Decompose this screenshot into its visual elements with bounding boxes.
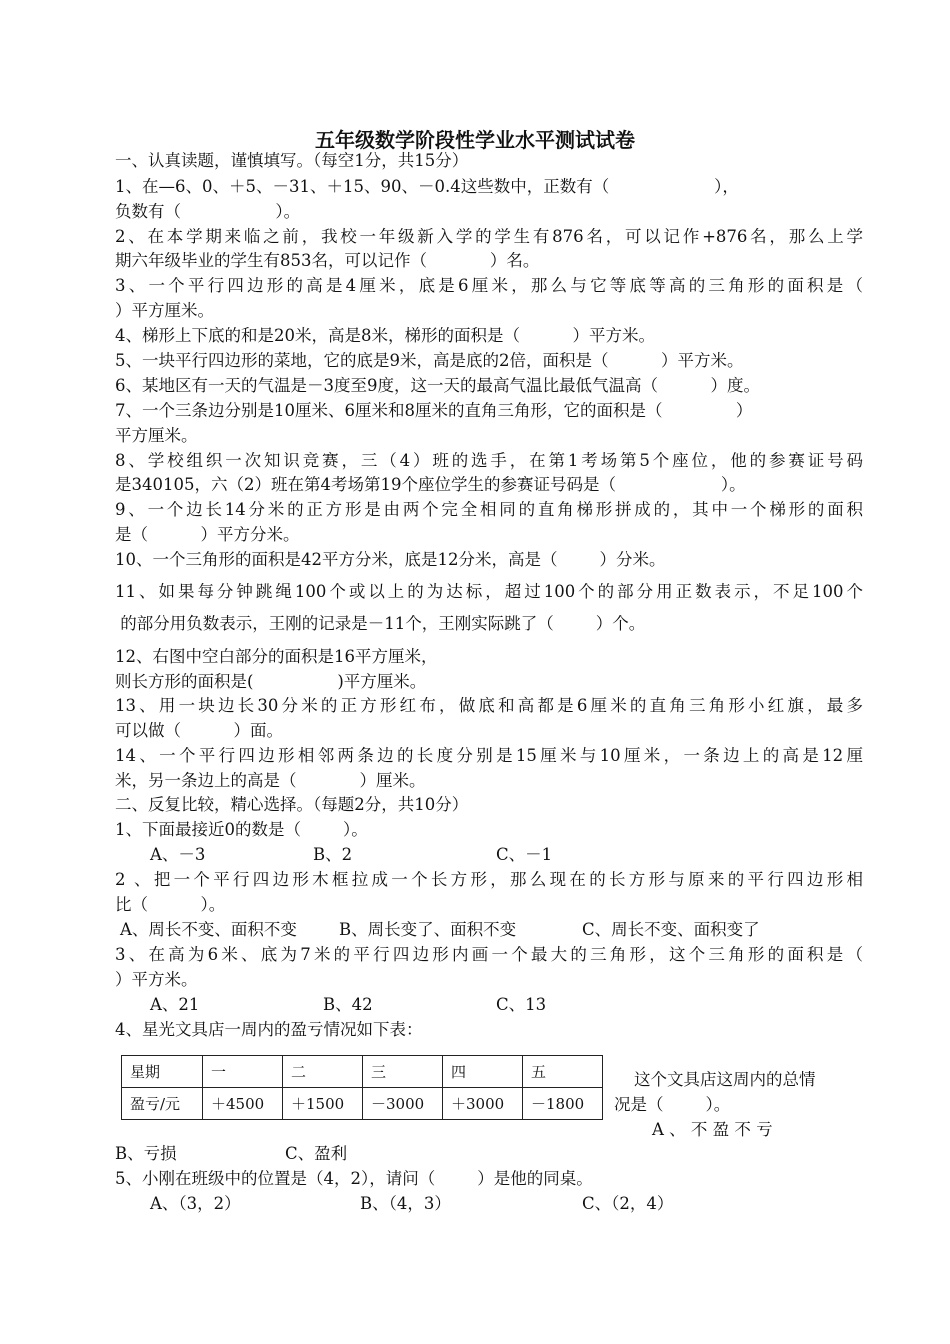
profit-loss-table	[121, 1055, 603, 1120]
question-line: 9、一个边长14分米的正方形是由两个完全相同的直角梯形拼成的，其中一个梯形的面积	[115, 500, 863, 519]
section1-heading: 一、认真读题，谨慎填写。（每空1分，共15分）	[115, 151, 469, 170]
table-cell: －3000	[363, 1088, 443, 1120]
table-header-row	[122, 1056, 603, 1088]
choice-question-4: 4、星光文具店一周内的盈亏情况如下表：	[115, 1020, 423, 1039]
choice-option: A、－3	[150, 845, 206, 864]
table-cell: 星期	[122, 1056, 203, 1088]
choice-option: A、周长不变、面积不变	[120, 920, 297, 939]
table-cell: ＋1500	[283, 1088, 363, 1120]
question-line: 期六年级毕业的学生有853名，可以记作（ ）名。	[115, 251, 540, 270]
question-line: 4、梯形上下底的和是20米，高是8米，梯形的面积是（ ）平方米。	[115, 326, 655, 345]
question-line: 13、用一块边长30分米的正方形红布，做底和高都是6厘米的直角三角形小红旗，最多	[115, 696, 863, 715]
question-line: 是（ ）平方分米。	[115, 525, 300, 544]
table-cell: －1800	[523, 1088, 603, 1120]
choice-option: C、周长不变、面积变了	[582, 920, 760, 939]
question-line: 则长方形的面积是( )平方厘米。	[115, 672, 427, 691]
table-cell: 二	[283, 1056, 363, 1088]
choice-question-2-cont: 比（ ）。	[115, 895, 226, 914]
choice-option: C、－1	[496, 845, 553, 864]
question-line: 负数有（ ）。	[115, 202, 301, 221]
question-line: 是340105，六（2）班在第4考场第19个座位学生的参赛证号码是（ ）。	[115, 475, 746, 494]
table-cell: ＋3000	[443, 1088, 523, 1120]
choice-question-1: 1、下面最接近0的数是（ ）。	[115, 820, 368, 839]
question-line: 7、一个三条边分别是10厘米、6厘米和8厘米的直角三角形，它的面积是（ ）	[115, 401, 753, 420]
question-4-side-text: 这个文具店这周内的总情	[634, 1070, 816, 1089]
choice-option: B、42	[323, 995, 373, 1014]
question-line: 可以做（ ）面。	[115, 721, 283, 740]
question-line: 10、一个三角形的面积是42平方分米，底是12分米，高是（ ）分米。	[115, 550, 666, 569]
choice-question-3: 3、在高为6米、底为7米的平行四边形内画一个最大的三角形，这个三角形的面积是（	[115, 945, 863, 964]
choice-option: A 、 不 盈 不 亏	[652, 1120, 773, 1139]
table-cell: 三	[363, 1056, 443, 1088]
question-line: 3、一个平行四边形的高是4厘米，底是6厘米，那么与它等底等高的三角形的面积是（	[115, 276, 863, 295]
question-line: 8、学校组织一次知识竞赛，三（4）班的选手，在第1考场第5个座位，他的参赛证号码	[115, 451, 863, 470]
table-row	[122, 1088, 603, 1120]
choice-question-5: 5、小刚在班级中的位置是（4，2），请问（ ）是他的同桌。	[115, 1169, 593, 1188]
choice-option: A、21	[150, 995, 200, 1014]
choice-question-2: 2 、把一个平行四边形木框拉成一个长方形，那么现在的长方形与原来的平行四边形相	[115, 870, 863, 889]
question-line: 的部分用负数表示，王刚的记录是－11个，王刚实际跳了（ ）个。	[115, 614, 646, 633]
question-line: 2、在本学期来临之前，我校一年级新入学的学生有876名，可以记作+876名，那么上学	[115, 227, 863, 246]
question-line: 5、一块平行四边形的菜地，它的底是9米，高是底的2倍，面积是（ ）平方米。	[115, 351, 744, 370]
choice-option: B、周长变了、面积不变	[339, 920, 517, 939]
table-cell: 五	[523, 1056, 603, 1088]
question-4-side-text: 况是（ ）。	[614, 1095, 731, 1114]
question-line: ）平方厘米。	[115, 301, 214, 320]
choice-question-3-cont: ）平方米。	[115, 970, 198, 989]
choice-option: B、（4，3）	[360, 1194, 451, 1213]
question-line: 12、右图中空白部分的面积是16平方厘米，	[115, 647, 438, 666]
choice-option: C、（2，4）	[582, 1194, 674, 1213]
question-line: 1、在—6、0、＋5、－31、＋15、90、－0.4这些数中，正数有（ ），	[115, 177, 739, 196]
table-cell: 盈亏/元	[122, 1088, 203, 1120]
question-line: 11、如果每分钟跳绳100个或以上的为达标，超过100个的部分用正数表示，不足100个	[115, 582, 863, 601]
question-line: 平方厘米。	[115, 426, 198, 445]
table-cell: ＋4500	[203, 1088, 283, 1120]
table-cell: 四	[443, 1056, 523, 1088]
choice-option: C、13	[496, 995, 547, 1014]
table-cell: 一	[203, 1056, 283, 1088]
choice-option: B、2	[313, 845, 353, 864]
choice-option: C、盈利	[285, 1144, 348, 1163]
question-line: 14、一个平行四边形相邻两条边的长度分别是15厘米与10厘米，一条边上的高是12厘	[115, 746, 863, 765]
choice-option: A、（3，2）	[150, 1194, 241, 1213]
choice-option: B、亏损	[115, 1144, 177, 1163]
question-line: 6、某地区有一天的气温是－3度至9度，这一天的最高气温比最低气温高（ ）度。	[115, 376, 760, 395]
section2-heading: 二、反复比较，精心选择。（每题2分，共10分）	[115, 795, 469, 814]
question-line: 米，另一条边上的高是（ ）厘米。	[115, 771, 426, 790]
exam-title: 五年级数学阶段性学业水平测试试卷	[315, 128, 635, 152]
